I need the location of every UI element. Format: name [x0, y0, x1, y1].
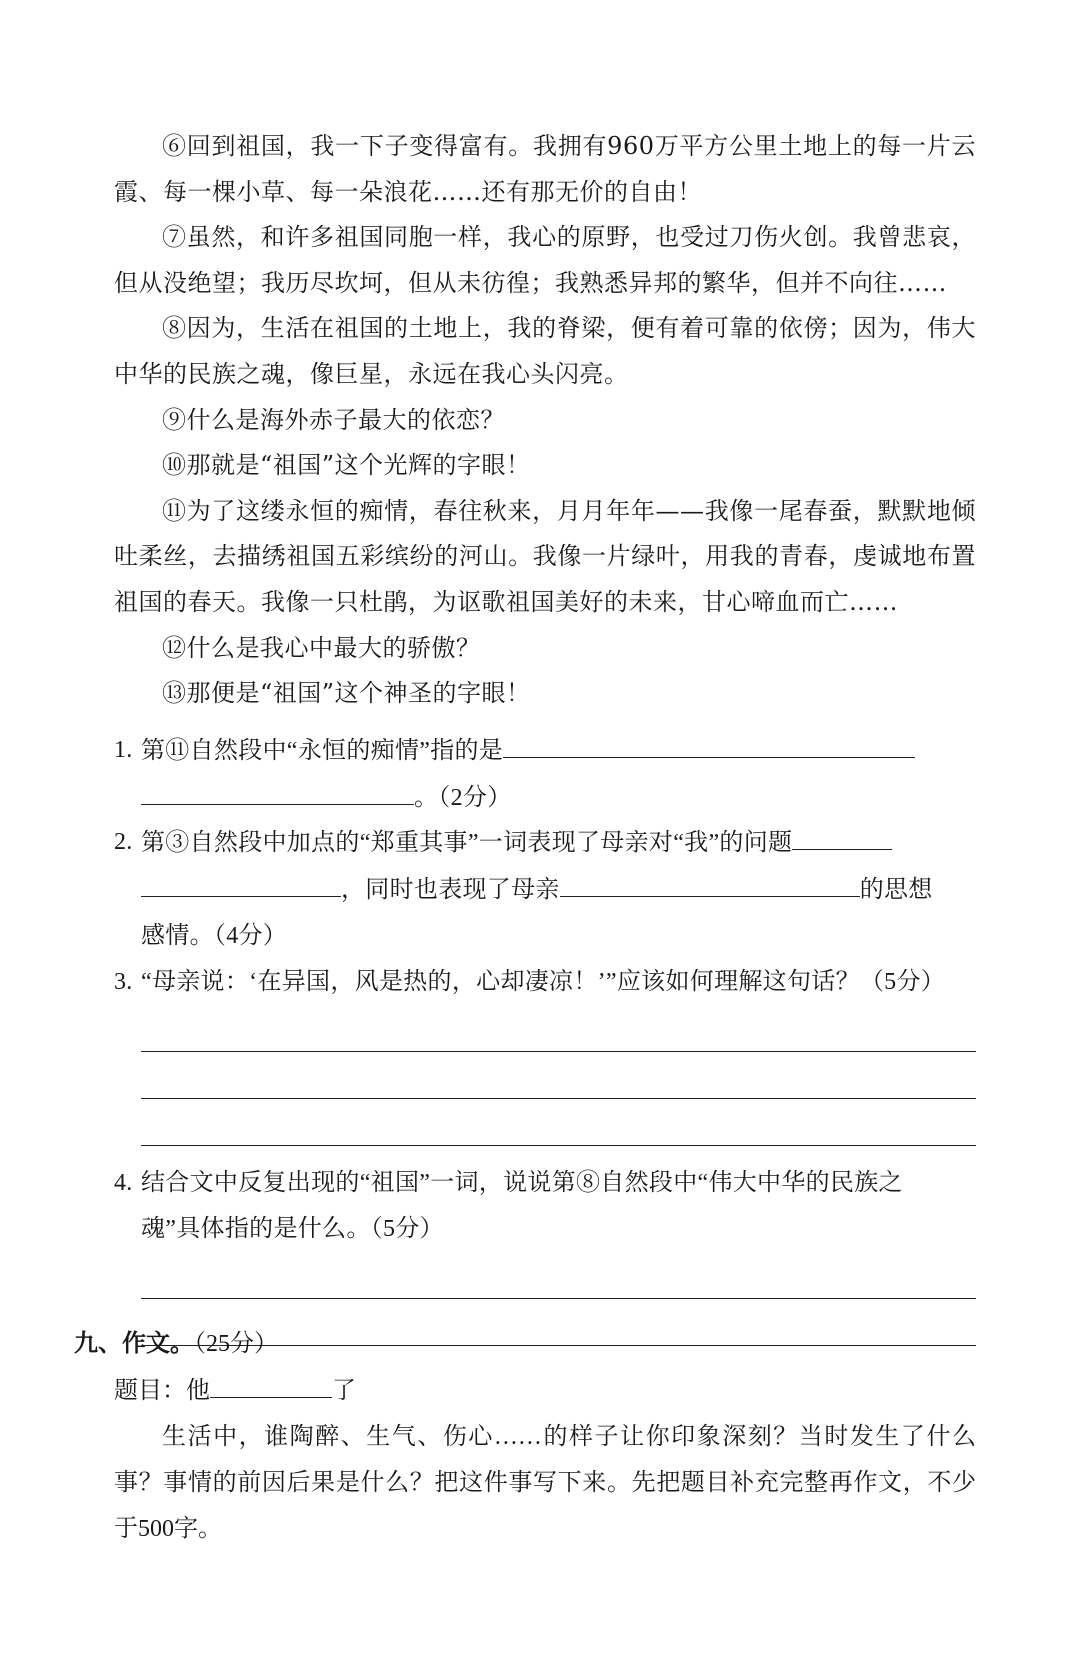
question-3 — [114, 959, 976, 1005]
reading-passage — [114, 124, 976, 717]
section-title — [74, 1320, 976, 1367]
paragraph-9: ⑨什么是海外赤子最大的依恋？ — [162, 405, 505, 434]
question-text-cont: 魂”具体指的是什么。（5分） — [141, 1216, 444, 1242]
paragraph-13: ⑬那便是“祖国”这个神圣的字眼！ — [162, 679, 531, 708]
paragraph-8: ⑧因为，生活在祖国的土地上，我的脊梁，便有着可靠的依傍；因为，伟大中华的民族之魂，像巨星，永远在我心头闪亮。 — [114, 314, 976, 388]
answer-blank[interactable] — [141, 866, 341, 897]
question-text: “母亲说：‘在异国，风是热的，心却凄凉！’”应该如何理解这句话？（5分） — [141, 969, 946, 995]
question-number: 1. — [114, 737, 133, 763]
paragraph-7: ⑦虽然，和许多祖国同胞一样，我心的原野，也受过刀伤火创。我曾悲哀，但从没绝望；我历尽坎坷，但从未彷徨；我熟悉异邦的繁华，但并不向往…… — [114, 223, 976, 297]
answer-line[interactable] — [141, 1099, 976, 1146]
question-points: 。（2分） — [414, 785, 512, 811]
question-4 — [114, 1160, 976, 1252]
answer-blank[interactable] — [792, 819, 892, 850]
topic-suffix: 了 — [332, 1378, 356, 1404]
topic-prefix: 题目：他 — [114, 1378, 210, 1404]
question-number: 3. — [114, 969, 133, 995]
section-heading: 九、作文。 — [74, 1329, 194, 1357]
composition-prompt — [114, 1367, 976, 1552]
question-number: 4. — [114, 1170, 133, 1196]
topic-blank[interactable] — [210, 1367, 332, 1398]
answer-blank[interactable] — [560, 866, 860, 897]
question-text: 结合文中反复出现的“祖国”一词，说说第⑧自然段中“伟大中华的民族之 — [141, 1170, 903, 1196]
question-text-end: 的思想 — [859, 877, 933, 903]
question-text-mid: ，同时也表现了母亲 — [341, 877, 560, 903]
answer-line[interactable] — [141, 1005, 976, 1052]
answer-line[interactable] — [141, 1252, 976, 1299]
composition-topic — [114, 1367, 976, 1414]
answer-line[interactable] — [141, 1052, 976, 1099]
question-text: 第⑪自然段中“永恒的痴情”指的是 — [141, 738, 504, 764]
answer-blank[interactable] — [503, 727, 915, 758]
section-points: （25分） — [194, 1331, 278, 1357]
answer-blank[interactable] — [141, 774, 414, 805]
composition-section — [74, 1320, 976, 1552]
question-2 — [114, 819, 976, 959]
composition-description: 生活中，谁陶醉、生气、伤心……的样子让你印象深刻？当时发生了什么事？事情的前因后果是什么？把这件事写下来。先把题目补充完整再作文，不少于500字。 — [114, 1424, 976, 1542]
paragraph-10: ⑩那就是“祖国”这个光辉的字眼！ — [162, 451, 531, 480]
paragraph-11: ⑪为了这缕永恒的痴情，春往秋来，月月年年——我像一尾春蚕，默默地倾吐柔丝，去描绣祖国五彩缤纷的河山。我像一片绿叶，用我的青春，虔诚地布置祖国的春天。我像一只杜鹃，为讴歌祖国美好的未来，甘心啼血而亡…… — [114, 496, 976, 616]
question-list — [114, 727, 976, 1346]
paragraph-6: ⑥回到祖国，我一下子变得富有。我拥有960万平方公里土地上的每一片云霞、每一棵小草、每一朵浪花……还有那无价的自由！ — [114, 132, 976, 206]
question-points: 感情。（4分） — [141, 923, 288, 949]
question-1 — [114, 727, 976, 819]
question-text: 第③自然段中加点的“郑重其事”一词表现了母亲对“我”的问题 — [141, 830, 793, 856]
question-number: 2. — [114, 829, 133, 855]
paragraph-12: ⑫什么是我心中最大的骄傲？ — [162, 633, 481, 662]
